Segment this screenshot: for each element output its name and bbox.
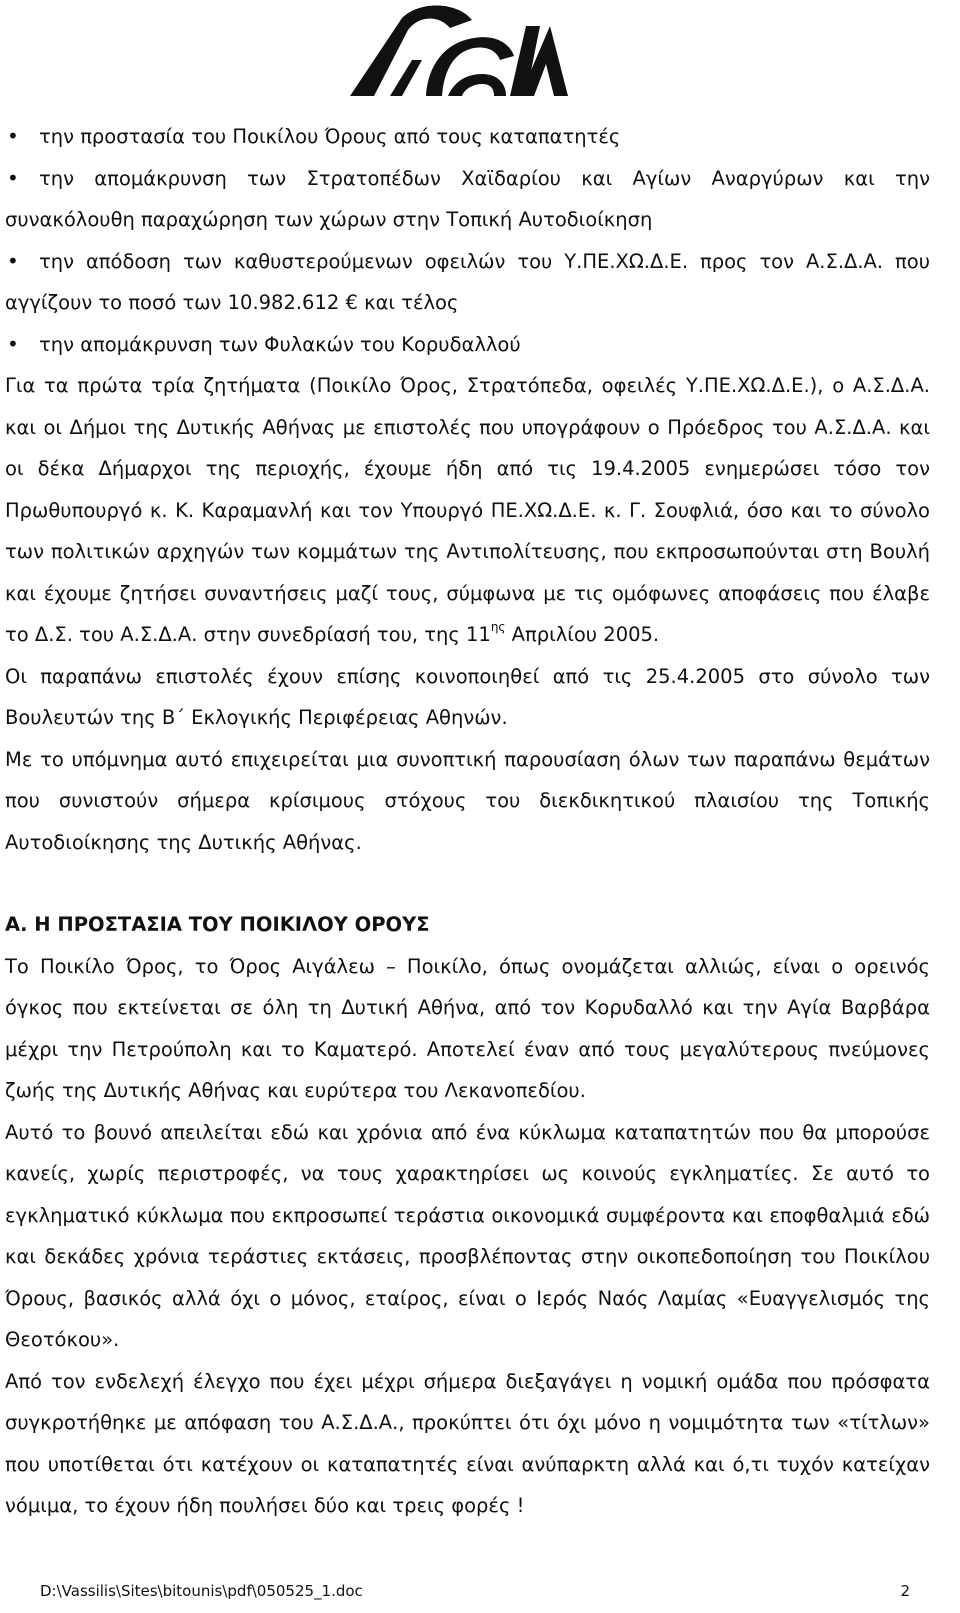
- section-heading: Α. Η ΠΡΟΣΤΑΣΙΑ ΤΟΥ ΠΟΙΚΙΛΟΥ ΟΡΟΥΣ: [5, 913, 430, 936]
- list-item: την προστασία του Ποικίλου Όρους από τους καταπατητές: [39, 125, 621, 148]
- paragraph: Με το υπόμνημα αυτό επιχειρείται μια συνοπτική παρουσίαση όλων των παραπάνω θεμάτων που συνιστούν σήμερα κρίσιμους στόχους του διεκδικητικού πλαισίου της Τοπικής Αυτοδιοίκησης της Δυτικής Αθήνας.: [5, 747, 930, 854]
- list-item: την απομάκρυνση των Στρατοπέδων Χαϊδαρίου και Αγίων Αναργύρων και την συνακόλουθη παραχώρηση των χώρων στην Τοπική Αυτοδιοίκηση: [5, 166, 930, 231]
- paragraph: Αυτό το βουνό απειλείται εδώ και χρόνια από ένα κύκλωμα καταπατητών που θα μπορούσε κανείς, χωρίς περιστροφές, να τους χαρακτηρίσει ως κοινούς εγκληματίες. Σε αυτό το εγκληματικό κύκλωμα που εκπροσωπεί τεράστια οικονομικά συμφέροντα και εποφθαλμιά εδώ και δεκάδες χρόνια τεράστιες εκτάσεις, προσβλέποντας στην οικοπεδοποίηση του Ποικίλου Όρους, βασικός αλλά όχι ο μόνος, εταίρος, είναι ο Ιερός Ναός Λαμίας «Ευαγγελισμός της Θεοτόκου».: [5, 1120, 930, 1351]
- asda-logo-icon: [350, 4, 570, 100]
- page-number: 2: [900, 1582, 910, 1600]
- asda-logo: [350, 4, 570, 100]
- paragraph: Το Ποικίλο Όρος, το Όρος Αιγάλεω – Ποικίλο, όπως ονομάζεται αλλιώς, είναι ο ορεινός όγκος που εκτείνεται σε όλη τη Δυτική Αθήνα, από τον Κορυδαλλό και την Αγία Βαρβάρα μέχρι την Πετρούπολη και το Καματερό. Αποτελεί έναν από τους μεγαλύτερους πνεύμονες ζωής της Δυτικής Αθήνας και ευρύτερα του Λεκανοπεδίου.: [5, 954, 930, 1102]
- paragraph: Οι παραπάνω επιστολές έχουν επίσης κοινοποιηθεί από τις 25.4.2005 στο σύνολο των Βουλευτών της Β΄ Εκλογικής Περιφέρειας Αθηνών.: [5, 664, 930, 729]
- bullet-list: [5, 116, 930, 365]
- document-body: [5, 116, 930, 1527]
- list-item: την απομάκρυνση των Φυλακών του Κορυδαλλού: [39, 332, 521, 356]
- paragraph: Για τα πρώτα τρία ζητήματα (Ποικίλο Όρος, Στρατόπεδα, οφειλές Υ.ΠΕ.ΧΩ.Δ.Ε.), ο Α.Σ.Δ.Α. και οι Δήμοι της Δυτικής Αθήνας με επιστολές που υπογράφουν ο Πρόεδρος του Α.Σ.Δ.Α. και οι δέκα Δήμαρχοι της περιοχής, έχουμε ήδη από τις 19.4.2005 ενημερώσει τόσο τον Πρωθυπουργό κ. Κ. Καραμανλή και τον Υπουργό ΠΕ.ΧΩ.Δ.Ε. κ. Γ. Σουφλιά, όσο και το σύνολο των πολιτικών αρχηγών των κομμάτων της Αντιπολίτευσης, που εκπροσωπούνται στη Βουλή και έχουμε ζητήσει συναντήσεις μαζί τους, σύμφωνα με τις ομόφωνες αποφάσεις που έλαβε το Δ.Σ. του Α.Σ.Δ.Α. στην συνεδρίασή του, της $11^{\eta\varsigma}$ Απριλίου 2005.: [5, 374, 930, 646]
- list-item: την απόδοση των καθυστερούμενων οφειλών του Υ.ΠΕ.ΧΩ.Δ.Ε. προς τον Α.Σ.Δ.Α. που αγγίζουν το ποσό των 10.982.612 € και τέλος: [5, 249, 930, 314]
- paragraph: Από τον ενδελεχή έλεγχο που έχει μέχρι σήμερα διεξαγάγει η νομική ομάδα που πρόσφατα συγκροτήθηκε με απόφαση του Α.Σ.Δ.Α., προκύπτει ότι όχι μόνο η νομιμότητα των «τίτλων» που υποτίθεται ότι κατέχουν οι καταπατητές είναι ανύπαρκτη αλλά και ό,τι τυχόν κατείχαν νόμιμα, το έχουν ήδη πουλήσει δύο και τρεις φορές !: [5, 1369, 930, 1517]
- page-footer: [40, 1582, 910, 1600]
- spacer: [5, 863, 930, 904]
- file-path: D:\Vassilis\Sites\bitounis\pdf\050525_1.doc: [40, 1582, 363, 1600]
